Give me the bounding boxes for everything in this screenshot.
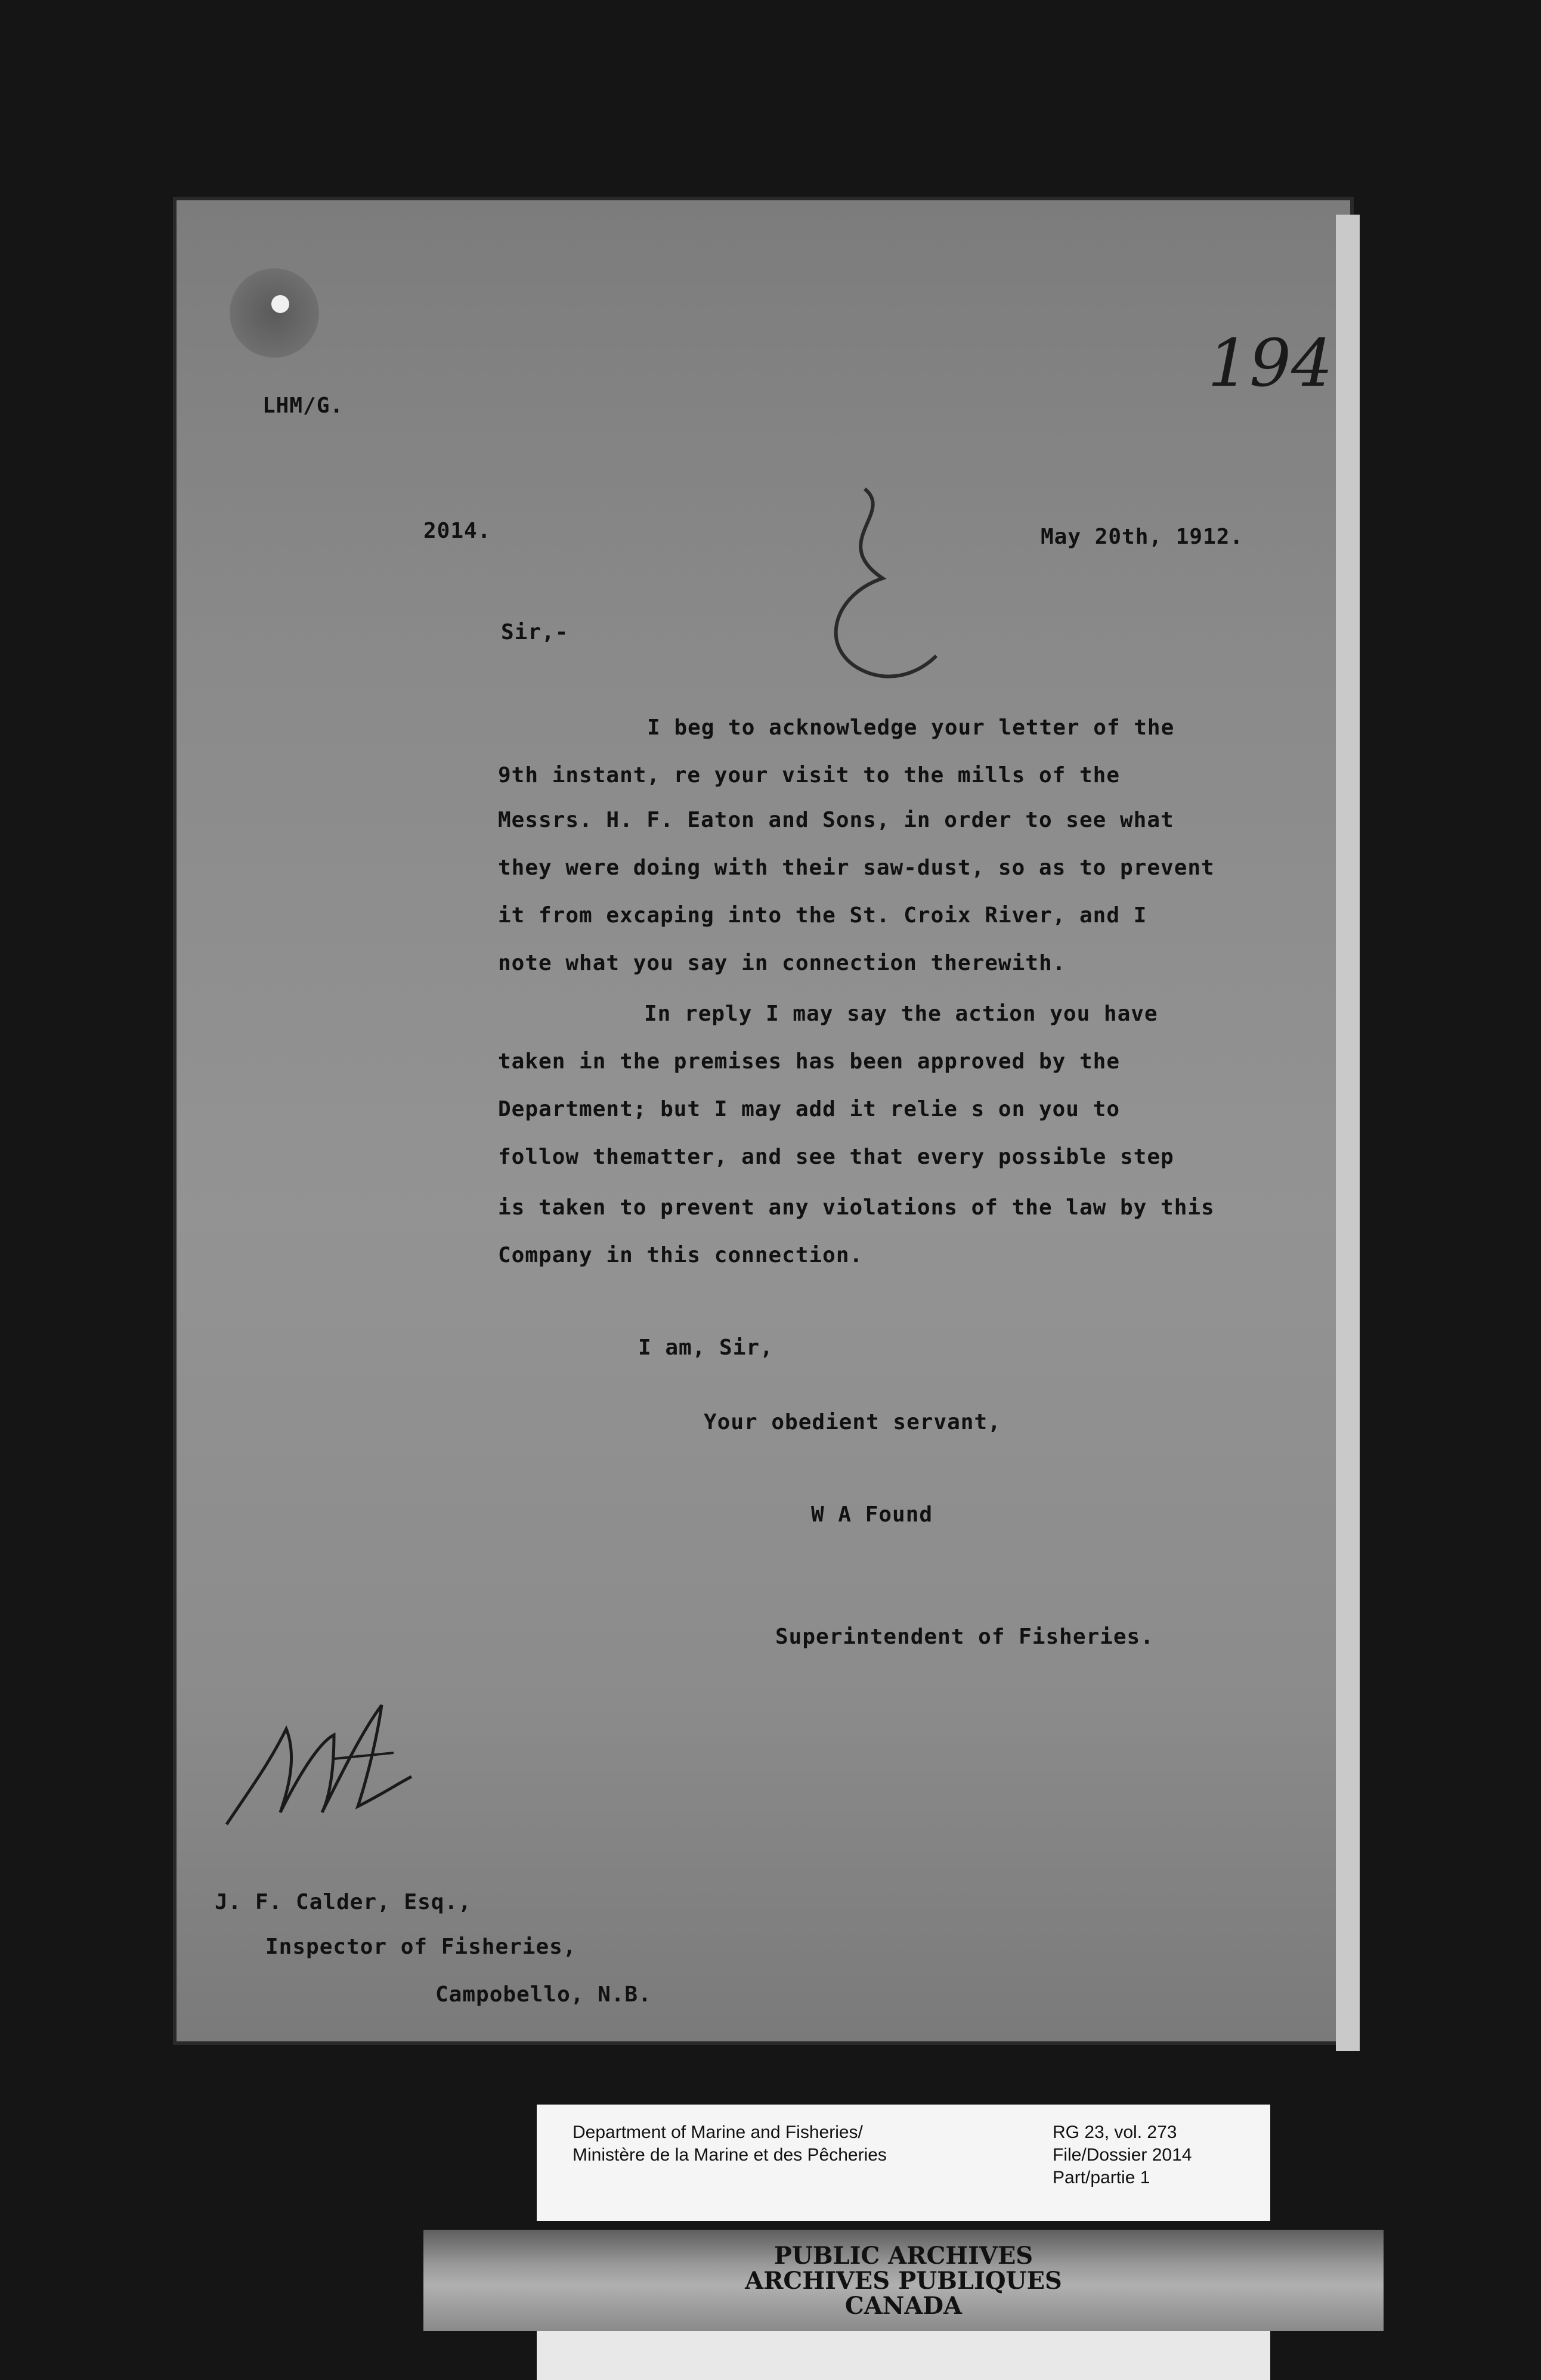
closing: I am, Sir,	[638, 1335, 773, 1360]
letter-line: 9th instant, re your visit to the mills of the	[498, 763, 1120, 788]
letter-line: note what you say in connection therewith.	[498, 951, 1066, 975]
closing-servant: Your obedient servant,	[704, 1410, 1001, 1434]
part-partie: Part/partie 1	[1053, 2168, 1150, 2187]
stamp-line-1: PUBLIC ARCHIVES	[773, 2242, 1033, 2270]
addressee-title: Inspector of Fisheries,	[265, 1935, 577, 1959]
archive-stamp	[423, 2230, 1384, 2331]
signer-title: Superintendent of Fisheries.	[775, 1625, 1154, 1649]
punch-hole	[230, 268, 319, 358]
letter-line: they were doing with their saw-dust, so as to prevent	[498, 856, 1215, 880]
addressee-location: Campobello, N.B.	[435, 1982, 652, 2007]
letter-line: it from excaping into the St. Croix River, and I	[498, 903, 1147, 928]
stamp-line-3: CANADA	[844, 2292, 963, 2320]
letter-line: taken in the premises has been approved by the	[498, 1049, 1120, 1074]
reference-code: LHM/G.	[262, 393, 344, 418]
addressee-name: J. F. Calder, Esq.,	[215, 1890, 472, 1914]
letter-line: In reply I may say the action you have	[644, 1002, 1158, 1026]
department-en: Department of Marine and Fisheries/	[573, 2122, 863, 2142]
signer-name: W A Found	[811, 1502, 933, 1527]
paper-edge	[1336, 215, 1360, 2051]
archive-label	[537, 2105, 1270, 2221]
department-fr: Ministère de la Marine et des Pêcheries	[573, 2145, 887, 2165]
letter-line: I beg to acknowledge your letter of the	[647, 715, 1175, 740]
initials-signature	[215, 1693, 417, 1836]
letter-line: Department; but I may add it relie s on you to	[498, 1097, 1120, 1121]
page-number: 194	[1208, 325, 1333, 401]
letter-date: May 20th, 1912.	[1041, 525, 1244, 549]
handwritten-mark	[793, 477, 948, 692]
bottom-strip	[537, 2331, 1270, 2380]
punch-hole-center	[271, 295, 289, 313]
letter-line: Messrs. H. F. Eaton and Sons, in order to see what	[498, 808, 1174, 832]
letter-line: Company in this connection.	[498, 1243, 864, 1268]
salutation: Sir,-	[501, 620, 569, 644]
file-number: 2014.	[423, 519, 491, 543]
stamp-line-2: ARCHIVES PUBLIQUES	[745, 2267, 1062, 2295]
record-group: RG 23, vol. 273	[1053, 2122, 1177, 2142]
file-dossier: File/Dossier 2014	[1053, 2145, 1192, 2165]
letter-line: is taken to prevent any violations of the law by this	[498, 1195, 1215, 1220]
letter-line: follow thematter, and see that every possible step	[498, 1145, 1174, 1169]
